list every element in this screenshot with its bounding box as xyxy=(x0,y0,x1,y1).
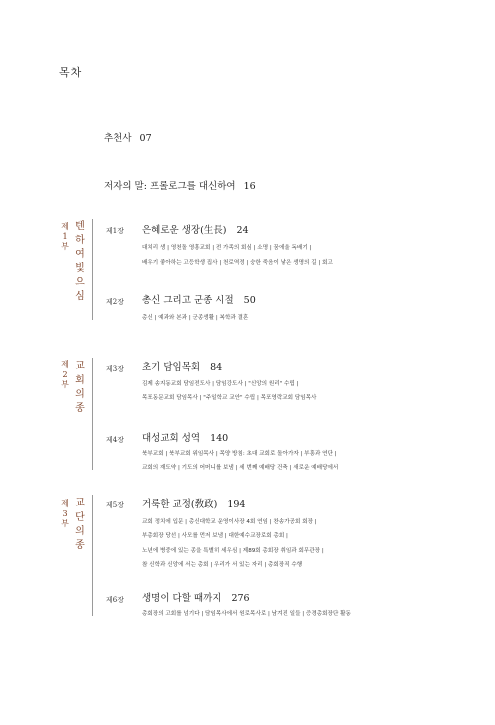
chapter-2-number: 제2장 xyxy=(106,298,124,306)
chapter-6-sections-line-1: 총회장의 고회를 넘기다 | 담임목사에서 원로목사로 | 남겨진 일들 | 증경총회장단 활동 xyxy=(142,611,351,617)
chapter-5-page: 194 xyxy=(227,499,246,510)
chapter-2-title[interactable]: 총신 그리고 군종 시절 50 xyxy=(142,295,256,306)
entry-page: 16 xyxy=(243,181,256,192)
chapter-6-number: 제6장 xyxy=(106,596,124,604)
chapter-2-page: 50 xyxy=(243,295,256,306)
chapter-6-title[interactable]: 생명이 다할 때까지 276 xyxy=(142,593,250,604)
part-2-title: 교회의종 xyxy=(75,361,85,414)
part-1-label: 제1부 xyxy=(61,222,69,251)
part-2-label: 제2부 xyxy=(61,360,69,389)
chapter-5-title[interactable]: 거룩한 교정(敎政) 194 xyxy=(142,499,246,510)
chapter-3-title[interactable]: 초기 담임목회 84 xyxy=(142,362,223,373)
page-title: 목차 xyxy=(59,66,83,79)
chapter-3-sections-line-1: 김제 송지동교회 담임전도사 | 담임강도사 | "신앙의 원리" 수립 | xyxy=(142,381,299,387)
chapter-4-sections-line-2: 교회의 재도약 | 기도의 어머니를 보냄 | 세 번째 예배당 건축 | 새로운 예배당에서 xyxy=(142,465,339,471)
part-2-divider xyxy=(92,358,93,470)
chapter-5-sections-line-1: 교회 정치에 입문 | 총신대학교 운영이사장 4회 연임 | 찬송가공회 회장 | xyxy=(142,519,317,525)
entry-title: 추천사 xyxy=(104,133,132,144)
chapter-5-number: 제5장 xyxy=(106,501,124,509)
part-3-divider xyxy=(92,495,93,616)
chapter-4-title[interactable]: 대성교회 성역 140 xyxy=(142,433,229,444)
chapter-3-page: 84 xyxy=(210,362,223,373)
chapter-4-number: 제4장 xyxy=(106,436,124,444)
part-1-divider xyxy=(92,219,93,320)
chapter-1-sections-line-2: 배우기 좋아하는 고등학생 집사 | 천로역정 | 숭한 죽음이 낳은 생명의 길 | 회고 xyxy=(142,260,333,266)
chapter-5-sections-line-2: 부총회장 당선 | 사모를 먼저 보냄 | 대한예수교장로회 총회 | xyxy=(142,533,288,539)
entry-page: 07 xyxy=(139,133,152,144)
chapter-4-page: 140 xyxy=(210,433,229,444)
chapter-4-sections-line-1: 북부교회 | 북부교회 위임목사 | 목양 방침: 초대 교회로 돌아가자 | 부흥과 연단 | xyxy=(142,451,337,457)
chapter-5-sections-line-3: 노년에 병중에 있는 종을 특별히 세우심 | 제89회 총회장 취임과 회무관장 | xyxy=(142,548,324,554)
part-1-title: 텐하여빛으심 xyxy=(75,221,85,302)
chapter-3-number: 제3장 xyxy=(106,365,124,373)
part-3-title: 교단의종 xyxy=(75,498,85,551)
toc-entry-foreword[interactable] xyxy=(104,130,152,144)
chapter-1-sections-line-1: 대치리 생 | 영천돌 영흥교회 | 전 가족의 회심 | 소명 | 꿈에울 독배기 | xyxy=(142,245,312,251)
part-3-label: 제3부 xyxy=(61,499,69,528)
chapter-6-page: 276 xyxy=(231,593,250,604)
chapter-5-sections-line-4: 참 신학과 신앙에 서는 총회 | 우리가 서 있는 자리 | 총회장직 수행 xyxy=(142,562,303,568)
entry-title: 저자의 말: 프롤로그를 대신하여 xyxy=(104,181,236,192)
chapter-1-page: 24 xyxy=(236,225,249,236)
chapter-1-number: 제1장 xyxy=(106,227,124,235)
chapter-3-sections-line-2: 목포동문교회 담임목사 | "주일학교 교안" 수립 | 목포영락교회 담임목사 xyxy=(142,395,317,401)
chapter-2-sections-line-1: 총신 | 예과와 본과 | 군종생활 | 복학과 결혼 xyxy=(142,315,249,321)
chapter-1-title[interactable]: 은혜로운 생장(生長) 24 xyxy=(142,225,249,236)
toc-entry-preface[interactable] xyxy=(104,178,256,192)
